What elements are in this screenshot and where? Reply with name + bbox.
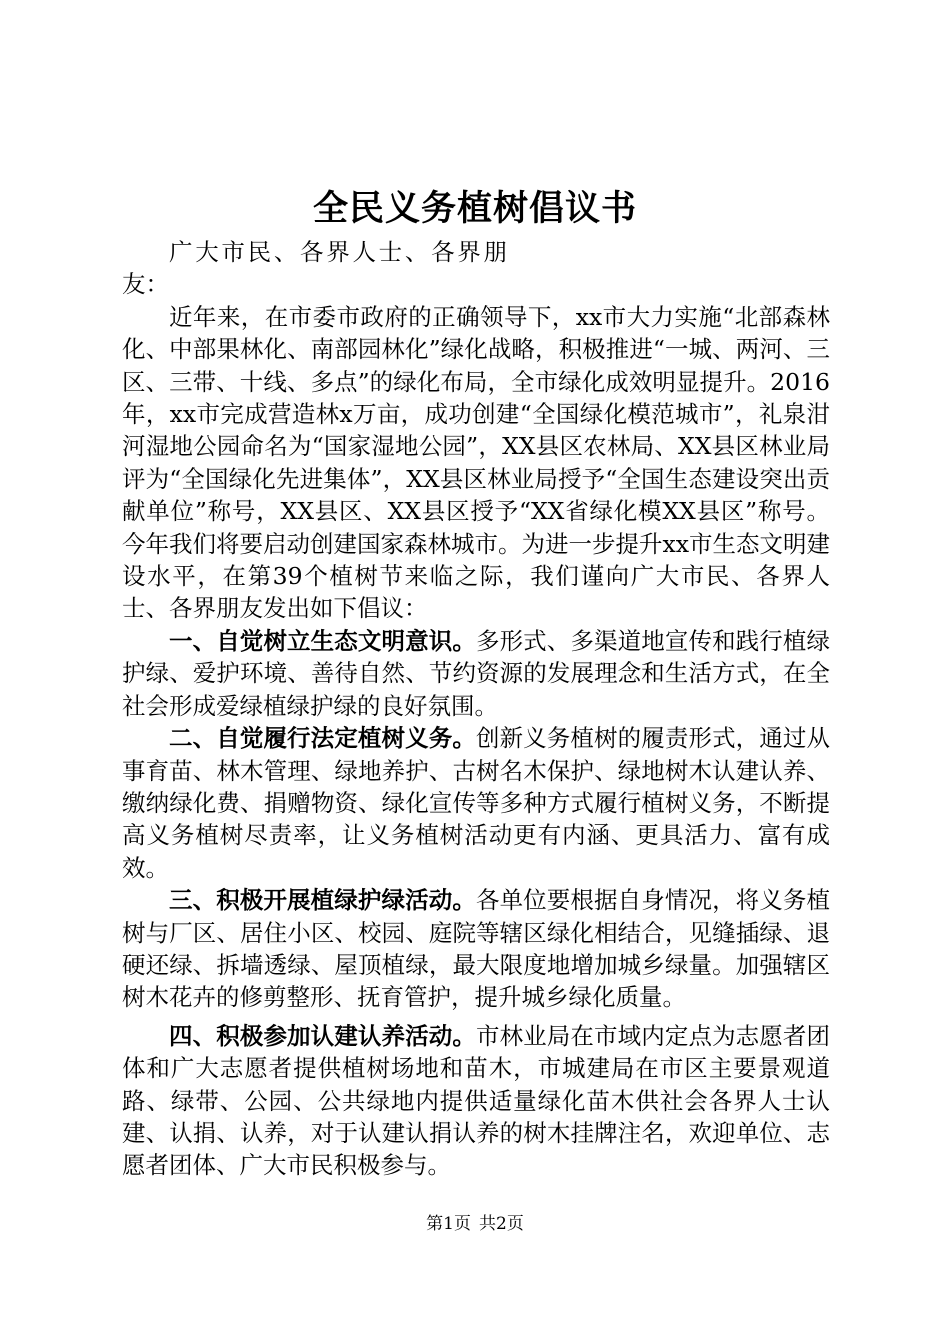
proposal-heading: 四、积极参加认建认养活动。 (169, 1021, 476, 1050)
page-footer (0, 1212, 950, 1236)
intro-paragraph: 近年来，在市委市政府的正确领导下，xx市大力实施“北部森林化、中部果林化、南部园林化”绿化战略，积极推进“一城、两河、三区、三带、十线、多点”的绿化布局，全市绿化成效明显提升。2016年，xx市完成营造林x万亩，成功创建“全国绿化模范城市”，礼泉泔河湿地公园命名为“国家湿地公园”，XX县区农林局、XX县区林业局评为“全国绿化先进集体”，XX县区林业局授予“全国生态建设突出贡献单位”称号，XX县区、XX县区授予“XX省绿化模XX县区”称号。今年我们将要启动创建国家森林城市。为进一步提升xx市生态文明建设水平，在第39个植树节来临之际，我们谨向广大市民、各界人士、各界朋友发出如下倡议： (122, 302, 831, 623)
proposal-heading: 一、自觉树立生态文明意识。 (169, 626, 476, 655)
salutation: 广大市民、各界人士、各界朋友： (122, 238, 507, 299)
proposal-text: 多形式、多渠道地宣传和践行植绿护绿、爱护环境、善待自然、节约资源的发展理念和生活方式，在全社会形成爱绿植绿护绿的良好氛围。 (122, 626, 831, 720)
proposal-point-2 (122, 722, 830, 884)
page-number: 第1页 (426, 1214, 471, 1234)
proposal-point-3 (122, 884, 830, 1014)
proposal-point-1 (122, 625, 830, 722)
proposal-point-4 (122, 1020, 830, 1182)
proposal-heading: 二、自觉履行法定植树义务。 (169, 724, 476, 753)
proposal-text: 市林业局在市域内定点为志愿者团体和广大志愿者提供植树场地和苗木，市城建局在市区主要景观道路、绿带、公园、公共绿地内提供适量绿化苗木供社会各界人士认建、认捐、认养，对于认建认捐认养的树木挂牌注名，欢迎单位、志愿者团体、广大市民积极参与。 (122, 1021, 831, 1180)
document-title: 全民义务植树倡议书 (312, 189, 637, 229)
page-total: 共2页 (479, 1214, 524, 1234)
document-body (122, 236, 830, 1182)
proposal-text: 创新义务植树的履责形式，通过从事育苗、林木管理、绿地养护、古树名木保护、绿地树木认建认养、缴纳绿化费、捐赠物资、绿化宣传等多种方式履行植树义务，不断提高义务植树尽责率，让义务植树活动更有内涵、更具活力、富有成效。 (122, 724, 831, 882)
proposal-heading: 三、积极开展植绿护绿活动。 (169, 886, 476, 915)
proposal-text: 各单位要根据自身情况，将义务植树与厂区、居住小区、校园、庭院等辖区绿化相结合，见缝插绿、退硬还绿、拆墙透绿、屋顶植绿，最大限度地增加城乡绿量。加强辖区树木花卉的修剪整形、抚育管护，提升城乡绿化质量。 (122, 886, 831, 1012)
